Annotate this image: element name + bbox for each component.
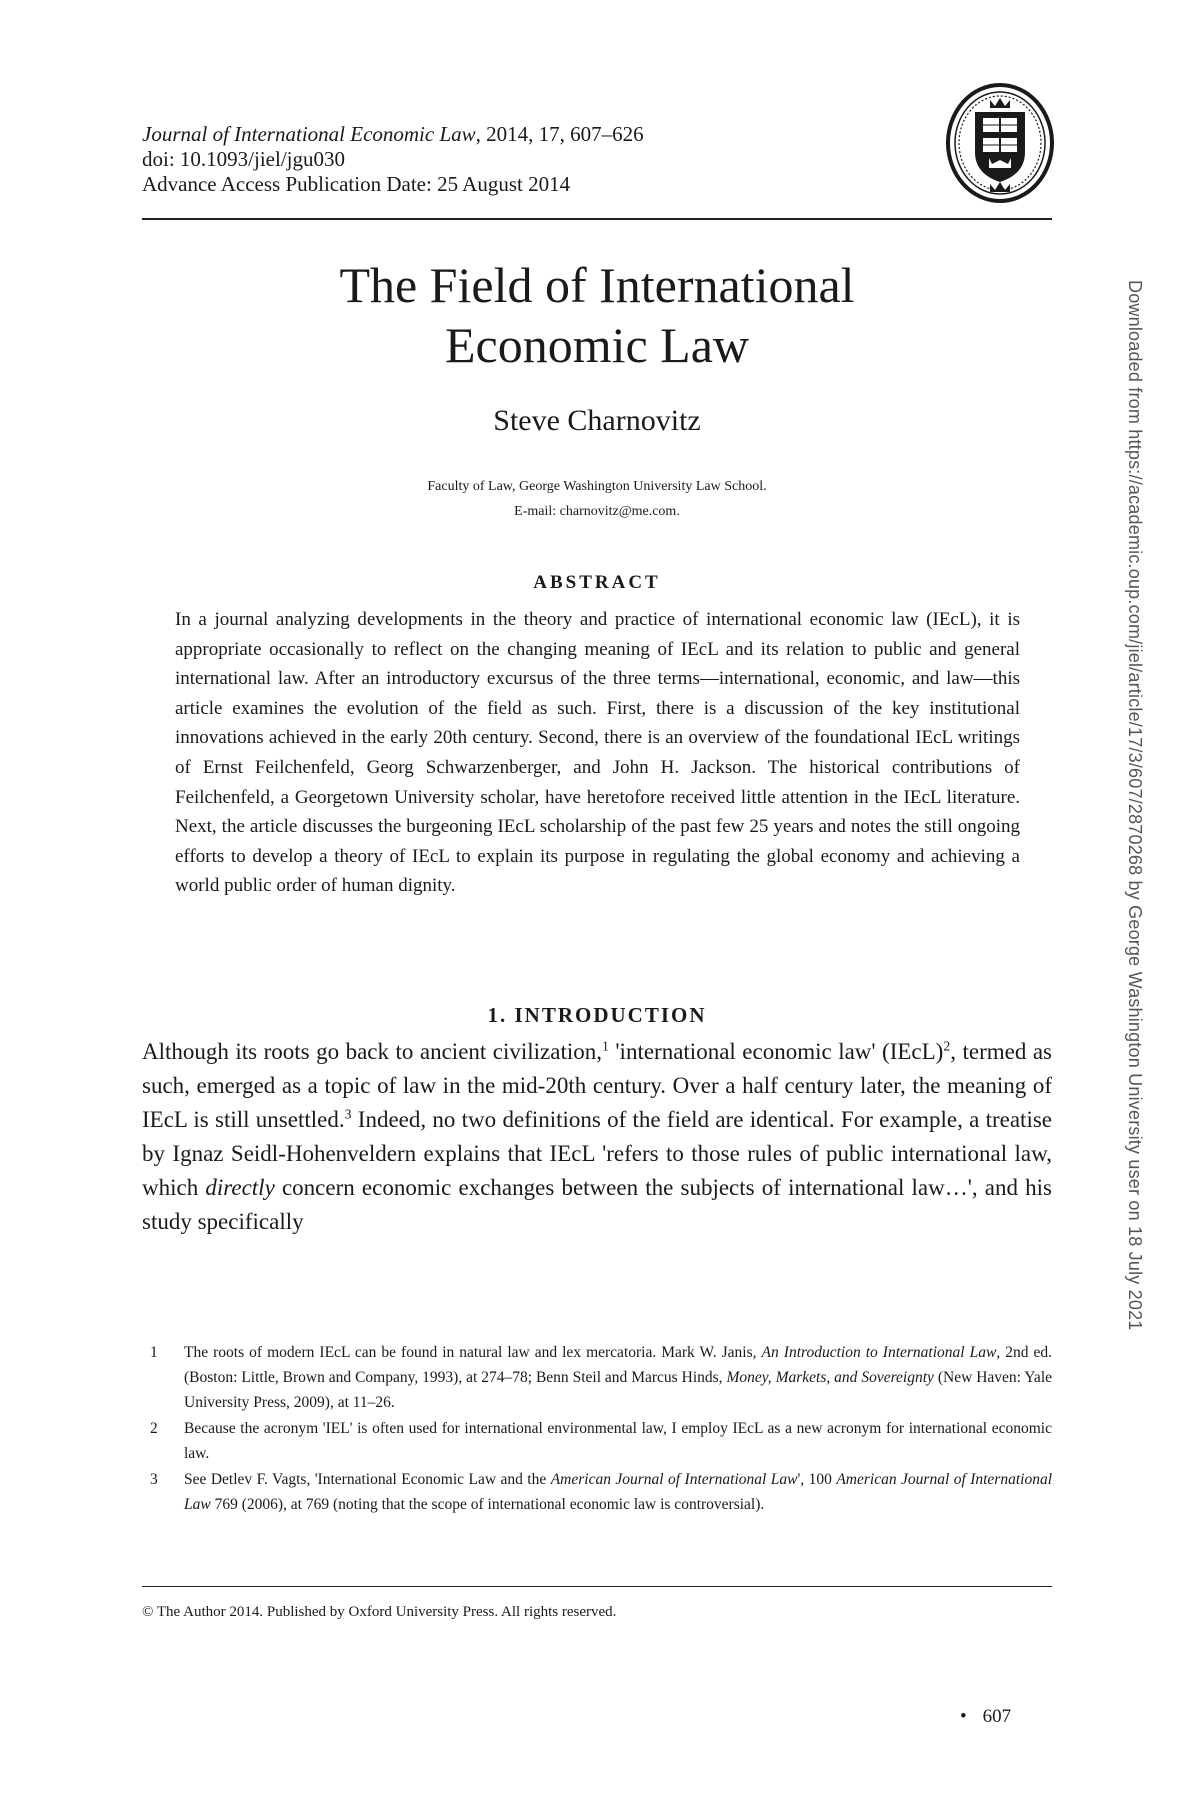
author-affiliation: Faculty of Law, George Washington University Law School.: [427, 479, 767, 494]
section-heading-introduction: 1. INTRODUCTION: [487, 1003, 707, 1027]
article-title-line-2: Economic Law: [444, 317, 750, 373]
intro-text-part: concern economic exchanges between the subjects of international law…', and his study specifically: [142, 1175, 1052, 1234]
footnote-number: 3: [150, 1471, 158, 1488]
author-name: Steve Charnovitz: [493, 404, 701, 437]
footnote-number: 2: [150, 1420, 158, 1437]
journal-citation: [142, 122, 644, 147]
bullet-icon: •: [960, 1706, 967, 1727]
intro-text-part: Although its roots go back to ancient civilization,: [142, 1039, 603, 1064]
publication-date: Advance Access Publication Date: 25 August 2014: [142, 172, 571, 196]
footnote-journal-title: American Journal of International Law: [550, 1471, 798, 1488]
footnote-text: [184, 1340, 1052, 1415]
intro-text-part: 'international economic law' (IEcL): [608, 1039, 944, 1064]
introduction-paragraph: [142, 1035, 1052, 1239]
footnote-text-part: 769 (2006), at 769 (noting that the scope of international economic law is controversial).: [210, 1496, 765, 1513]
copyright-notice: © The Author 2014. Published by Oxford University Press. All rights reserved.: [142, 1604, 617, 1620]
footnotes: [150, 1340, 1052, 1518]
footnote-text-part: ', 100: [797, 1471, 837, 1488]
page-number: [960, 1706, 1011, 1728]
footnote-number: 1: [150, 1344, 158, 1361]
doi[interactable]: doi: 10.1093/jiel/jgu030: [142, 147, 345, 171]
article-title-line-1: The Field of International: [339, 257, 855, 313]
intro-text-part: Indeed, no two definitions of the field are identical. For example, a treatise by Ignaz Seidl-Hohenveldern explains that IEcL 'refers to those rules of public international law, which: [142, 1107, 1052, 1200]
abstract-heading: ABSTRACT: [533, 572, 661, 593]
footer-divider: [142, 1586, 1052, 1587]
download-watermark[interactable]: Downloaded from https://academic.oup.com/jiel/article/17/3/607/2870268 by George Washington University user on 18 July 2021: [1125, 280, 1145, 1331]
footnote-book-title: Money, Markets, and Sovereignty: [726, 1369, 934, 1386]
header-divider: [142, 218, 1052, 220]
footnote-ref-1[interactable]: 1: [602, 1038, 609, 1054]
abstract-text: In a journal analyzing developments in the theory and practice of international economic law (IEcL), it is appropriate occasionally to reflect on the changing meaning of IEcL and its relation to public and general international law. After an introductory excursus of the three terms—international, economic, and law—this article examines the evolution of the field as such. First, there is a discussion of the key institutional innovations achieved in the early 20th century. Second, there is an overview of the foundational IEcL writings of Ernst Feilchenfeld, Georg Schwarzenberger, and John H. Jackson. The historical contributions of Feilchenfeld, a Georgetown University scholar, have heretofore received little attention in the IEcL literature. Next, the article discusses the burgeoning IEcL scholarship of the past few 25 years and notes the still ongoing efforts to develop a theory of IEcL to explain its purpose in regulating the global economy and achieving a world public order of human dignity.: [175, 609, 1020, 897]
footnote-text: [184, 1467, 1052, 1517]
intro-text-emphasis: directly: [205, 1175, 275, 1200]
article-title: [142, 255, 1052, 375]
footnote-ref-3[interactable]: 3: [344, 1106, 352, 1122]
page-number-value: 607: [982, 1706, 1012, 1727]
author-email[interactable]: E-mail: charnovitz@me.com.: [514, 504, 680, 519]
oxford-university-press-seal-icon: [945, 82, 1055, 204]
intro-text-part: , termed as such, emerged as a topic of law in the mid-20th century. Over a half century later, the meaning of IEcL is still unsettled.: [142, 1039, 1052, 1132]
footnote-text-part: The roots of modern IEcL can be found in natural law and lex mercatoria. Mark W. Janis,: [184, 1344, 762, 1361]
footnote-journal-title: American Journal of International Law: [184, 1471, 1052, 1513]
footnote-book-title: An Introduction to International Law: [761, 1344, 997, 1361]
footnote-text-part: , 2nd ed. (Boston: Little, Brown and Company, 1993), at 274–78; Benn Steil and Marcus Hinds,: [184, 1344, 1052, 1386]
journal-header: [142, 122, 644, 197]
footnote-text: Because the acronym 'IEL' is often used for international environmental law, I employ IEcL as a new acronym for international economic law.: [184, 1420, 1052, 1462]
footnote-text-part: (New Haven: Yale University Press, 2009), at 11–26.: [184, 1369, 1053, 1411]
footnote-2: [150, 1416, 1052, 1466]
author-affiliation-block: [142, 474, 1052, 524]
journal-name: Journal of International Economic Law: [142, 122, 476, 146]
journal-volume-pages: , 2014, 17, 607–626: [475, 122, 644, 146]
footnote-text-part: See Detlev F. Vagts, 'International Economic Law and the: [184, 1471, 551, 1488]
footnote-1: [150, 1340, 1052, 1415]
footnote-ref-2[interactable]: 2: [943, 1038, 951, 1054]
footnote-3: [150, 1467, 1052, 1517]
